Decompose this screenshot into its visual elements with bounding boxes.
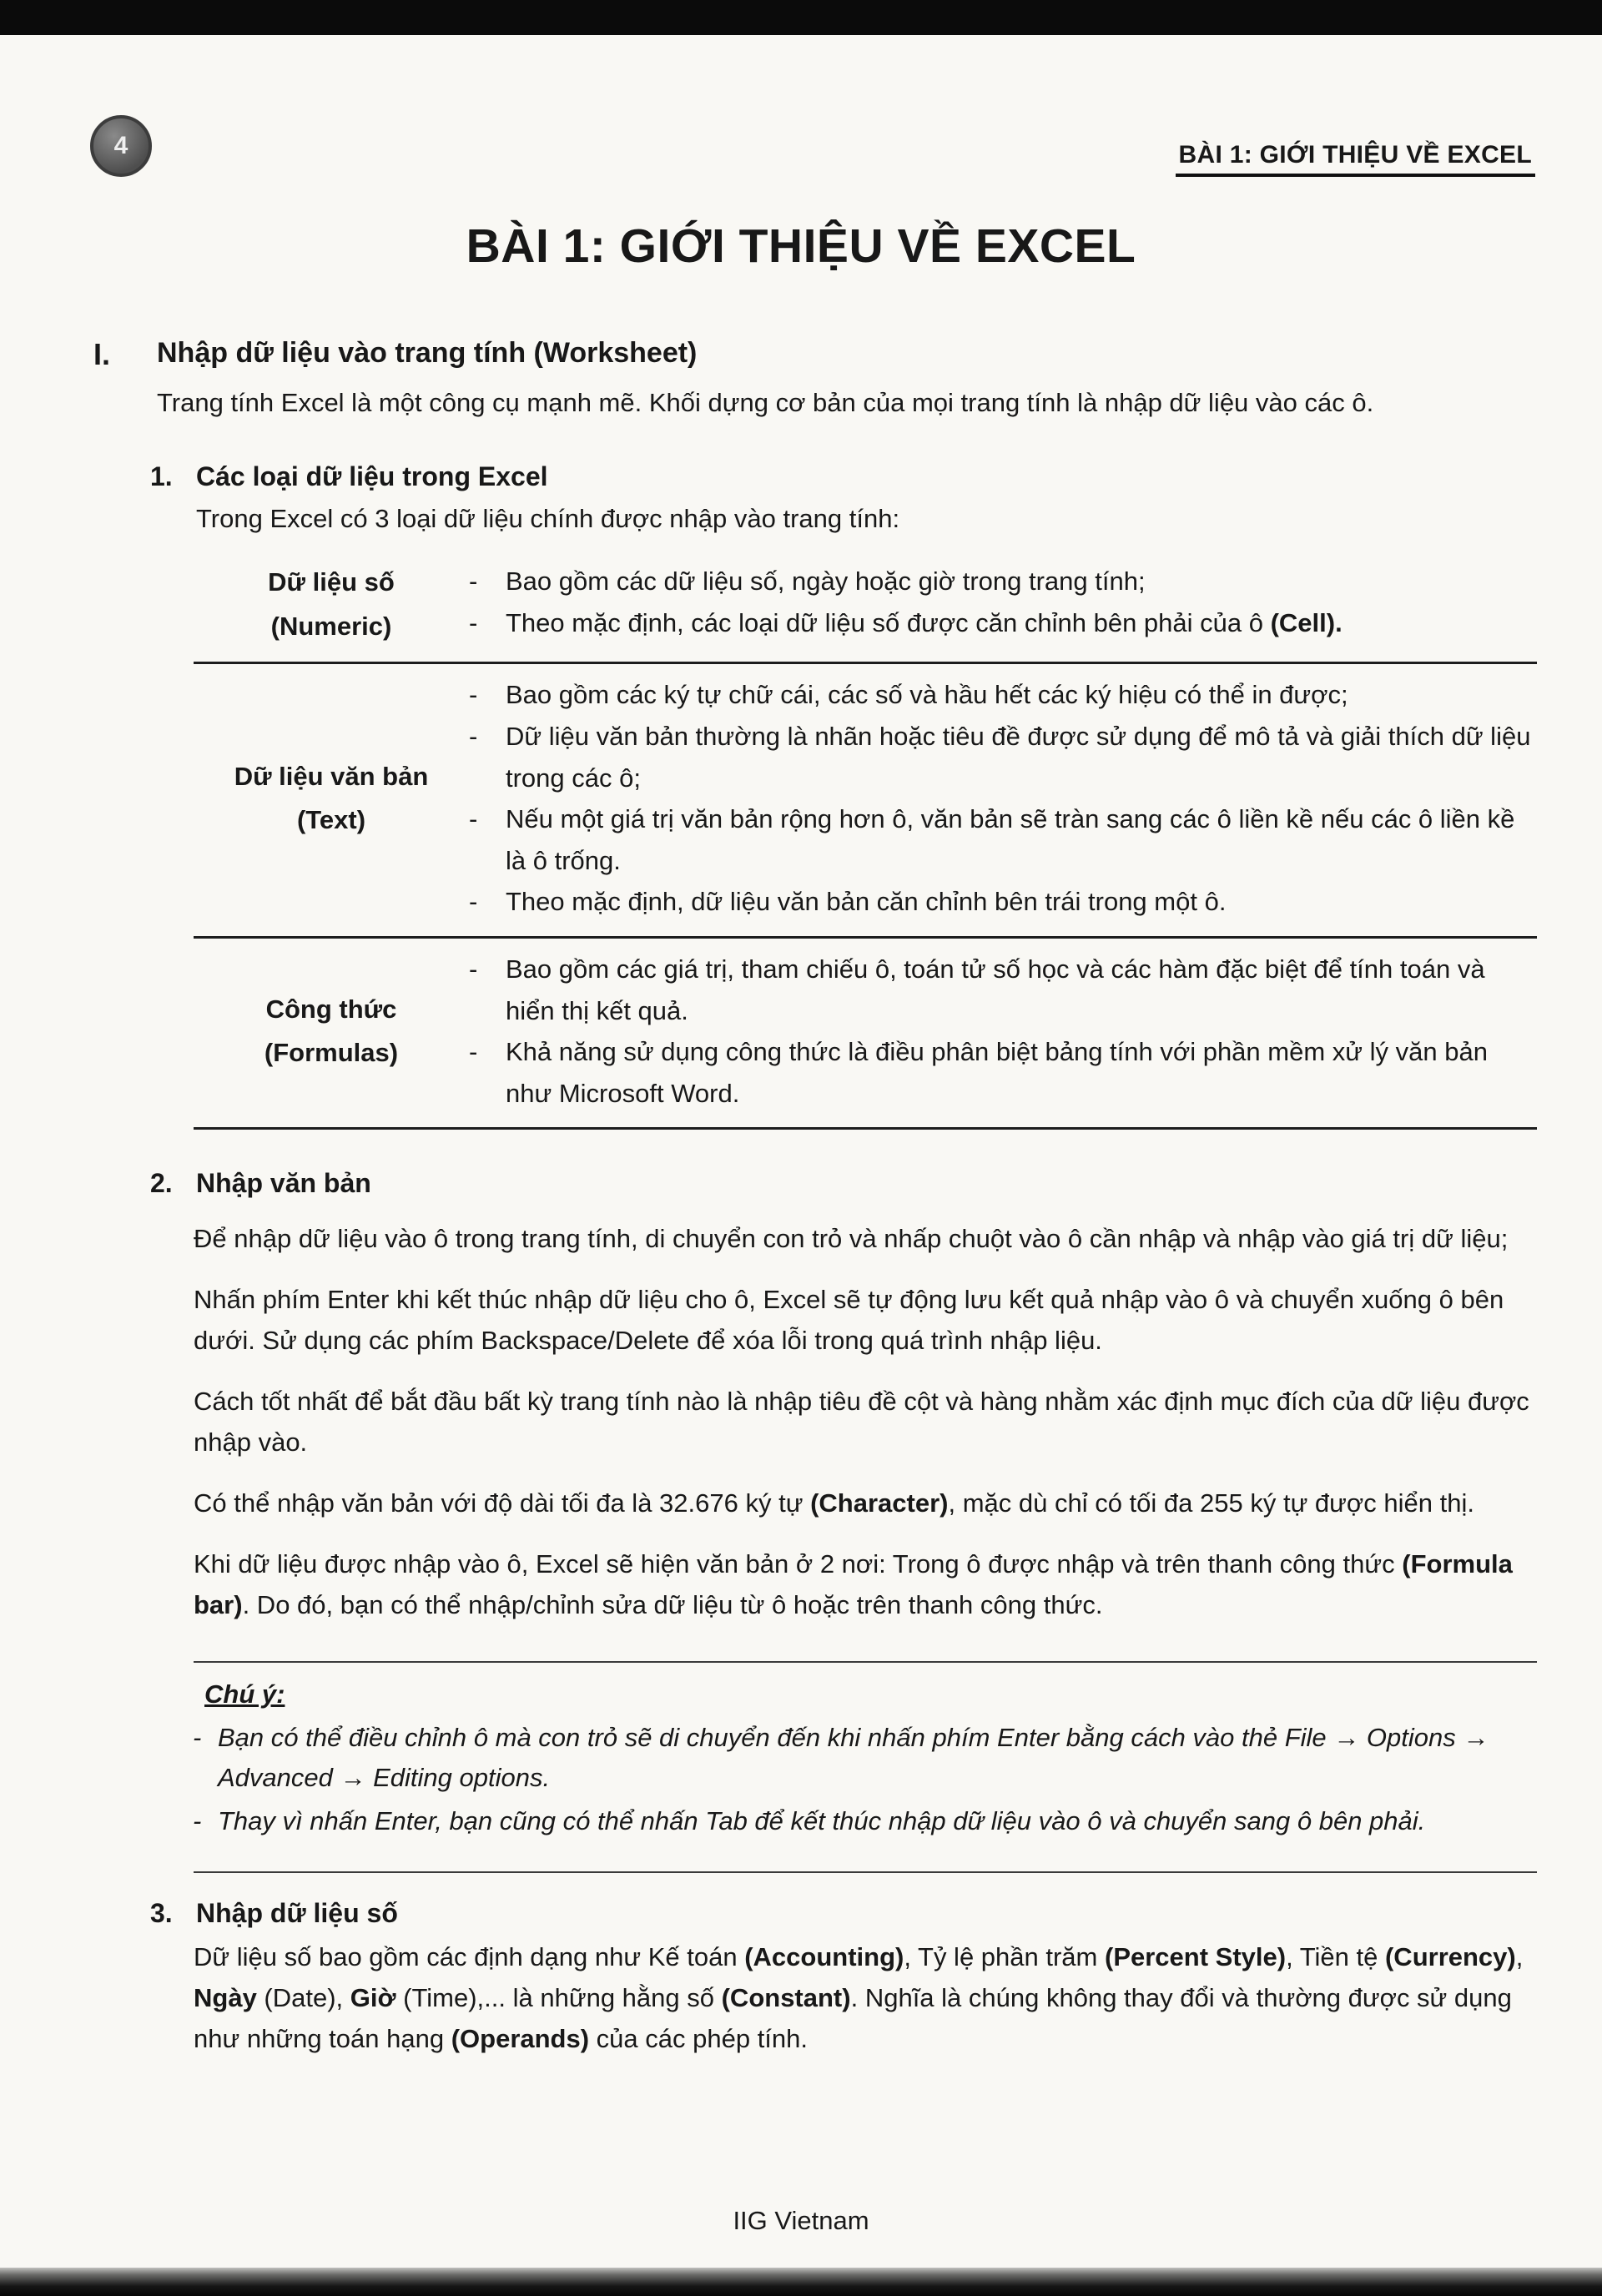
subsection-2-title: Nhập văn bản (196, 1168, 371, 1199)
bullet-item (469, 561, 1537, 602)
page-title: BÀI 1: GIỚI THIỆU VỀ EXCEL (466, 219, 1136, 273)
table-row-formulas (194, 939, 1537, 1130)
paragraph: Có thể nhập văn bản với độ dài tối đa là 32.676 ký tự (Character), mặc dù chỉ có tối đa 255 ký tự được hiển thị. (194, 1488, 1474, 1518)
note-block (193, 1679, 1537, 1841)
paragraph: Khi dữ liệu được nhập vào ô, Excel sẽ hiện văn bản ở 2 nơi: Trong ô được nhập và trên thanh công thức (Formula bar). Do đó, bạn có thể nhập/chỉnh sửa dữ liệu từ ô hoặc trên thanh công thức. (194, 1549, 1513, 1620)
bullet-dash: - (469, 887, 478, 917)
note-item (193, 1801, 1537, 1841)
page-content (0, 219, 1602, 2060)
row-sublabel: (Text) (296, 805, 366, 835)
row-bullets-numeric (469, 561, 1537, 648)
row-label-text (194, 674, 469, 923)
bullet-dash: - (193, 1806, 202, 1836)
bullet-item (469, 881, 1537, 923)
bullet-text: Bao gồm các ký tự chữ cái, các số và hầu hết các ký hiệu có thể in được; (506, 680, 1348, 710)
scan-top-edge (0, 0, 1602, 35)
bullet-text: Nếu một giá trị văn bản rộng hơn ô, văn bản sẽ tràn sang các ô liền kề nếu các ô liền kề là ô trống. (506, 804, 1515, 875)
bullet-dash: - (469, 1037, 478, 1067)
section-worksheet-heading: Nhập dữ liệu vào trang tính (Worksheet) (157, 337, 698, 369)
subsection-1-title: Các loại dữ liệu trong Excel (196, 461, 548, 492)
bullet-item (469, 674, 1537, 716)
page-number: 4 (113, 132, 128, 159)
table-row-numeric (194, 557, 1537, 664)
section-worksheet-body (157, 337, 1373, 423)
running-header: BÀI 1: GIỚI THIỆU VỀ EXCEL (1176, 141, 1535, 177)
subsection-3-number: 3. (150, 1898, 173, 1929)
row-label-formulas (194, 949, 469, 1114)
bullet-dash: - (193, 1723, 202, 1753)
row-bullets-formulas (469, 949, 1537, 1114)
bullet-item (469, 602, 1537, 644)
section-worksheet-intro: Trang tính Excel là một công cụ mạnh mẽ. Khối dựng cơ bản của mọi trang tính là nhập dữ liệu vào các ô. (157, 388, 1374, 417)
bullet-text: Khả năng sử dụng công thức là điều phân biệt bảng tính với phần mềm xử lý văn bản như Microsoft Word. (506, 1037, 1488, 1108)
bullet-text: Theo mặc định, các loại dữ liệu số được căn chỉnh bên phải của ô (Cell). (506, 607, 1343, 637)
bullet-item (469, 1031, 1537, 1114)
bullet-dash: - (469, 607, 478, 637)
section-numeral: I. (93, 337, 111, 371)
page-number-badge (90, 115, 152, 177)
row-bullets-text (469, 674, 1537, 923)
bullet-text: Dữ liệu văn bản thường là nhãn hoặc tiêu đề được sử dụng để mô tả và giải thích dữ liệu trong các ô; (506, 722, 1531, 793)
separator-line (194, 1871, 1537, 1873)
bullet-dash: - (469, 680, 478, 710)
subsection-3-title: Nhập dữ liệu số (196, 1898, 398, 1929)
row-sublabel: (Formulas) (264, 1038, 399, 1068)
bullet-text: Theo mặc định, dữ liệu văn bản căn chỉnh bên trái trong một ô. (506, 887, 1227, 917)
subsection-1-number: 1. (150, 461, 173, 492)
note-title: Chú ý: (204, 1679, 285, 1709)
page-header (90, 115, 1535, 177)
data-types-table (194, 557, 1537, 1130)
paragraph: Để nhập dữ liệu vào ô trong trang tính, di chuyển con trỏ và nhấp chuột vào ô cần nhập và nhập vào giá trị dữ liệu; (194, 1224, 1509, 1254)
bullet-item (469, 716, 1537, 798)
subsection-2-number: 2. (150, 1168, 173, 1199)
scan-bottom-edge (0, 2268, 1602, 2296)
bullet-text: Bao gồm các giá trị, tham chiếu ô, toán tử số học và các hàm đặc biệt để tính toán và hiển thị kết quả. (506, 954, 1485, 1025)
subsection-1-intro: Trong Excel có 3 loại dữ liệu chính được nhập vào trang tính: (196, 504, 900, 534)
row-label: Công thức (265, 994, 397, 1024)
subsection-3-heading (150, 1898, 1535, 1929)
paragraph: Dữ liệu số bao gồm các định dạng như Kế toán (Accounting), Tỷ lệ phần trăm (Percent Style), Tiền tệ (Currency), Ngày (Date), Giờ (Time),... là những hằng số (Constant). Nghĩa là chúng không thay đổi và thường được sử dụng như những toán hạng (Operands) của các phép tính. (194, 1942, 1524, 2054)
subsection-2-heading (150, 1168, 1535, 1199)
note-text: Bạn có thể điều chỉnh ô mà con trỏ sẽ di chuyển đến khi nhấn phím Enter bằng cách vào thẻ File → Options → Advanced → Editing options. (218, 1723, 1489, 1793)
bullet-item (469, 798, 1537, 881)
bullet-text: Bao gồm các dữ liệu số, ngày hoặc giờ trong trang tính; (506, 566, 1146, 597)
bullet-item (469, 949, 1537, 1031)
section-worksheet (93, 337, 1535, 423)
row-sublabel: (Numeric) (270, 611, 392, 641)
bullet-dash: - (469, 566, 478, 597)
bullet-dash: - (469, 804, 478, 834)
bullet-dash: - (469, 722, 478, 752)
paragraph: Nhấn phím Enter khi kết thúc nhập dữ liệu cho ô, Excel sẽ tự động lưu kết quả nhập vào ô và chuyển xuống ô bên dưới. Sử dụng các phím Backspace/Delete để xóa lỗi trong quá trình nhập liệu. (194, 1285, 1504, 1356)
separator-line (194, 1661, 1537, 1663)
bullet-dash: - (469, 954, 478, 984)
subsection-1-heading (150, 461, 1535, 492)
table-row-text (194, 664, 1537, 939)
note-item (193, 1718, 1537, 1798)
note-text: Thay vì nhấn Enter, bạn cũng có thể nhấn Tab để kết thúc nhập dữ liệu vào ô và chuyển sang ô bên phải. (218, 1806, 1426, 1836)
row-label: Dữ liệu số (268, 567, 395, 597)
row-label: Dữ liệu văn bản (234, 761, 429, 791)
page-footer: IIG Vietnam (733, 2206, 869, 2235)
row-label-numeric (194, 561, 469, 648)
paragraph: Cách tốt nhất để bắt đầu bất kỳ trang tính nào là nhập tiêu đề cột và hàng nhằm xác định mục đích của dữ liệu được nhập vào. (194, 1387, 1529, 1458)
